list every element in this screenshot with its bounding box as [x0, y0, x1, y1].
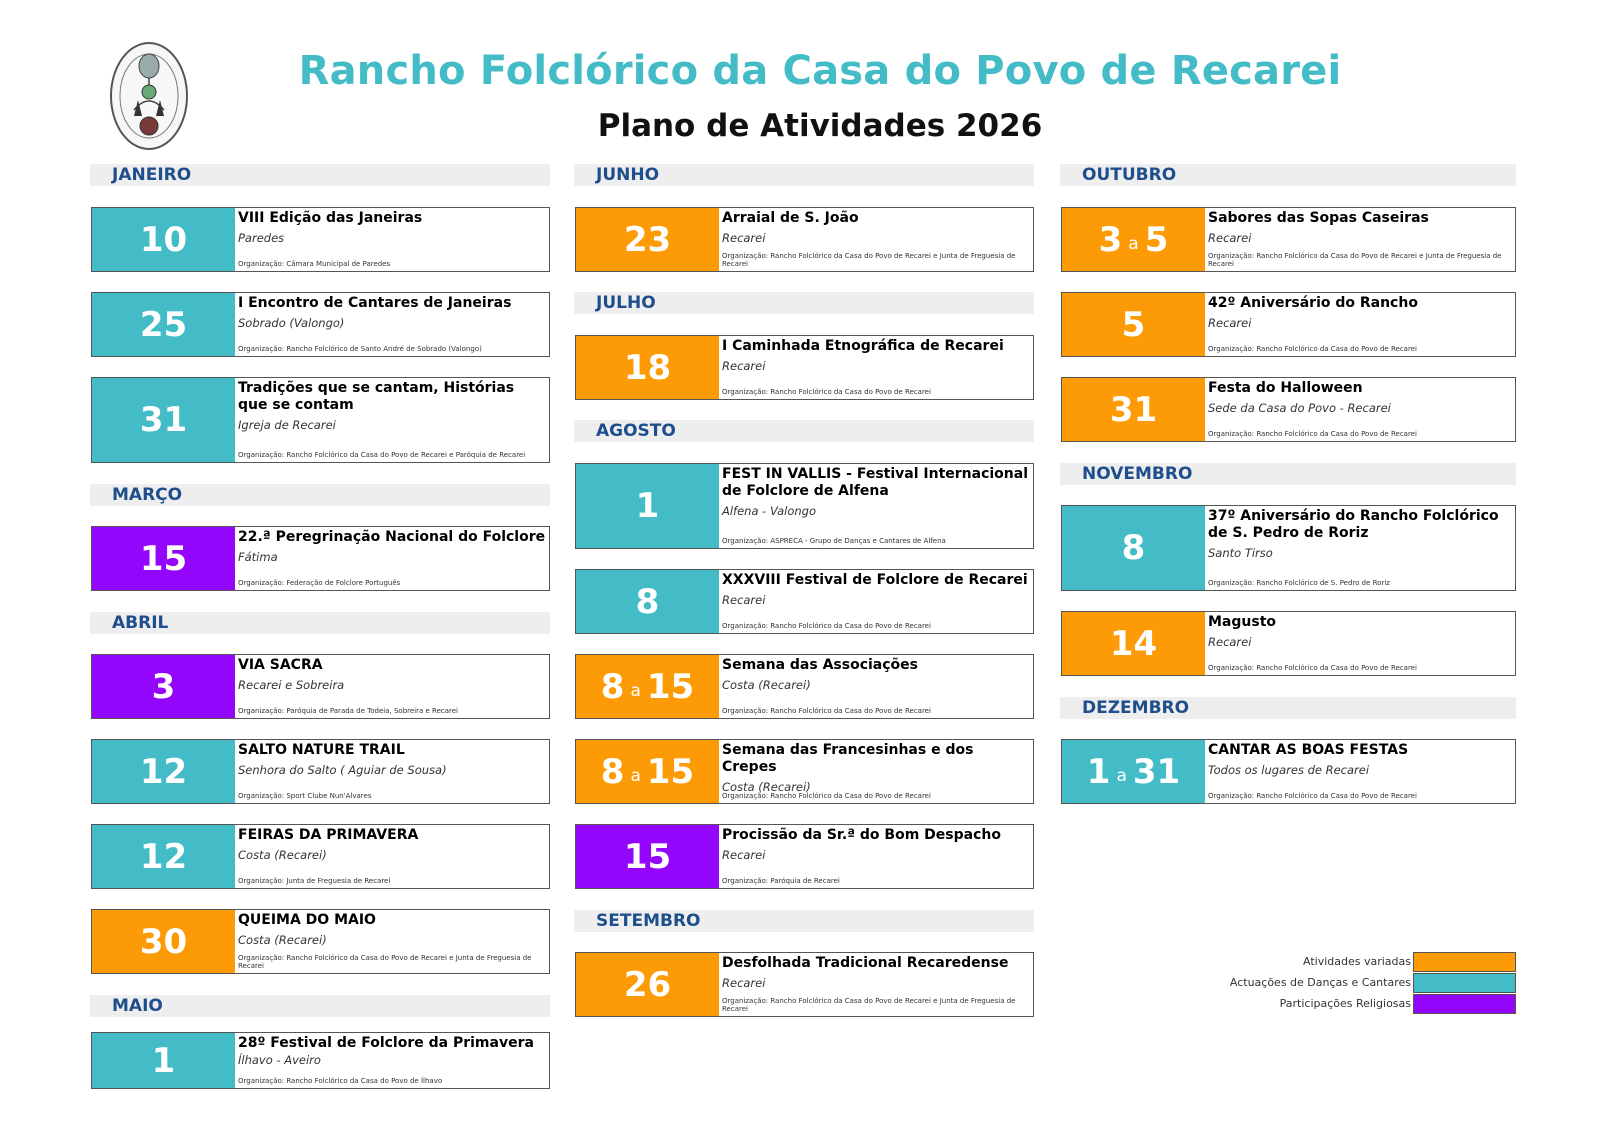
- event-place: Sede da Casa do Povo - Recarei: [1208, 401, 1391, 415]
- month-header-setembro: SETEMBRO: [574, 910, 1034, 932]
- month-header-abril: ABRIL: [90, 612, 550, 634]
- event-title: Magusto: [1208, 614, 1277, 630]
- event-place: Santo Tirso: [1208, 546, 1273, 560]
- event-date: 8: [576, 570, 719, 633]
- event-place: Recarei e Sobreira: [238, 678, 345, 692]
- event-organizer: Organização: Rancho Folclórico da Casa do Povo de Recarei: [1208, 430, 1417, 438]
- event-organizer: Organização: Câmara Municipal de Paredes: [238, 260, 391, 268]
- event-place: Todos os lugares de Recarei: [1208, 763, 1370, 777]
- event-date: 31: [92, 378, 235, 462]
- event-place: Sobrado (Valongo): [238, 316, 345, 330]
- event-card[interactable]: [575, 952, 1034, 1017]
- month-header-novembro: NOVEMBRO: [1060, 463, 1516, 485]
- event-card[interactable]: [91, 292, 550, 357]
- event-title: 28º Festival de Folclore da Primavera: [238, 1035, 534, 1051]
- event-place: Igreja de Recarei: [238, 418, 336, 432]
- event-place: Fátima: [238, 550, 278, 564]
- page-title: Rancho Folclórico da Casa do Povo de Recarei: [298, 48, 1342, 94]
- event-date: 26: [576, 953, 719, 1016]
- event-place: Recarei: [1208, 635, 1252, 649]
- event-date: 10: [92, 208, 235, 271]
- event-card[interactable]: [91, 824, 550, 889]
- event-place: Recarei: [722, 359, 766, 373]
- event-title: VIA SACRA: [238, 657, 323, 673]
- event-place: Senhora do Salto ( Aguiar de Sousa): [238, 763, 447, 777]
- event-title: I Encontro de Cantares de Janeiras: [238, 295, 512, 311]
- event-date: 15: [92, 527, 235, 590]
- event-date: 8 a 15: [576, 655, 719, 718]
- event-card[interactable]: [1061, 611, 1516, 676]
- event-card[interactable]: [575, 463, 1034, 549]
- event-date: 1: [576, 464, 719, 548]
- event-date: 30: [92, 910, 235, 973]
- event-card[interactable]: [1061, 377, 1516, 442]
- event-card[interactable]: [575, 207, 1034, 272]
- event-title: SALTO NATURE TRAIL: [238, 742, 405, 758]
- event-organizer: Organização: Junta de Freguesia de Recarei: [238, 877, 391, 885]
- event-organizer: Organização: Rancho Folclórico de Santo André de Sobrado (Valongo): [238, 345, 482, 353]
- event-card[interactable]: [575, 654, 1034, 719]
- event-organizer: Organização: Rancho Folclórico da Casa do Povo de Recarei e Junta de Freguesia de Recarei: [238, 954, 532, 970]
- event-place: Costa (Recarei): [722, 780, 811, 794]
- event-title: Festa do Halloween: [1208, 380, 1363, 396]
- page-subtitle: Plano de Atividades 2026: [597, 108, 1043, 144]
- legend-swatch: [1413, 952, 1516, 972]
- month-header-dezembro: DEZEMBRO: [1060, 697, 1516, 719]
- event-organizer: Organização: Rancho Folclórico da Casa do Povo de Recarei: [1208, 345, 1417, 353]
- event-organizer: Organização: Rancho Folclórico da Casa do Povo de Recarei: [722, 792, 931, 800]
- event-organizer: Organização: Rancho Folclórico da Casa do Povo de Recarei: [1208, 664, 1417, 672]
- event-date: 8 a 15: [576, 740, 719, 803]
- event-organizer: Organização: Rancho Folclórico da Casa do Povo de Recarei: [722, 388, 931, 396]
- event-place: Recarei: [722, 848, 766, 862]
- event-place: Paredes: [238, 231, 285, 245]
- event-card[interactable]: [575, 739, 1034, 804]
- event-card[interactable]: [91, 654, 550, 719]
- event-organizer: Organização: Federação de Folclore Português: [238, 579, 401, 587]
- legend-swatch: [1413, 994, 1516, 1014]
- event-place: Recarei: [722, 231, 766, 245]
- event-title: Tradições que se cantam, Histórias que se contam: [238, 380, 515, 413]
- event-title: Semana das Francesinhas e dos Crepes: [722, 742, 974, 775]
- event-date: 3 a 5: [1062, 208, 1205, 271]
- event-place: Costa (Recarei): [238, 848, 327, 862]
- month-header-maio: MAIO: [90, 995, 550, 1017]
- event-date: 5: [1062, 293, 1205, 356]
- event-date: 18: [576, 336, 719, 399]
- event-date: 1: [92, 1033, 235, 1088]
- event-title: VIII Edição das Janeiras: [238, 210, 423, 226]
- event-card[interactable]: [1061, 505, 1516, 591]
- event-date: 3: [92, 655, 235, 718]
- event-place: Recarei: [1208, 231, 1252, 245]
- legend-item-religiosas: Participações Religiosas: [1190, 994, 1516, 1014]
- event-date: 14: [1062, 612, 1205, 675]
- event-title: Procissão da Sr.ª do Bom Despacho: [722, 827, 1001, 843]
- event-place: Alfena - Valongo: [722, 504, 817, 518]
- event-organizer: Organização: Rancho Folclórico de S. Pedro de Roriz: [1208, 579, 1390, 587]
- event-card[interactable]: [91, 1032, 550, 1089]
- event-organizer: Organização: Rancho Folclórico da Casa do Povo de Recarei e Junta de Freguesia de Recarei: [722, 252, 1016, 268]
- event-title: Arraial de S. João: [722, 210, 859, 226]
- month-header-outubro: OUTUBRO: [1060, 164, 1516, 186]
- event-title: Semana das Associações: [722, 657, 918, 673]
- month-header-agosto: AGOSTO: [574, 420, 1034, 442]
- event-place: Costa (Recarei): [238, 933, 327, 947]
- event-organizer: Organização: Rancho Folclórico da Casa do Povo de Recarei: [722, 707, 931, 715]
- month-header-janeiro: JANEIRO: [90, 164, 550, 186]
- event-organizer: Organização: Rancho Folclórico da Casa do Povo de Recarei e Junta de Freguesia de Recarei: [722, 997, 1016, 1013]
- event-date: 8: [1062, 506, 1205, 590]
- event-card[interactable]: [91, 909, 550, 974]
- event-date: 12: [92, 825, 235, 888]
- event-date: 1 a 31: [1062, 740, 1205, 803]
- event-card[interactable]: [1061, 292, 1516, 357]
- event-date: 25: [92, 293, 235, 356]
- event-title: 42º Aniversário do Rancho: [1208, 295, 1418, 311]
- event-organizer: Organização: Paróquia de Recarei: [722, 877, 840, 885]
- event-date: 31: [1062, 378, 1205, 441]
- event-organizer: Organização: Sport Clube Nun'Alvares: [238, 792, 372, 800]
- event-organizer: Organização: ASPRECA - Grupo de Danças e Cantares de Alfena: [722, 537, 946, 545]
- event-title: CANTAR AS BOAS FESTAS: [1208, 742, 1409, 758]
- event-title: I Caminhada Etnográfica de Recarei: [722, 338, 1004, 354]
- event-organizer: Organização: Rancho Folclórico da Casa do Povo de Recarei e Paróquia de Recarei: [238, 451, 526, 459]
- event-organizer: Organização: Rancho Folclórico da Casa do Povo de Recarei: [722, 622, 931, 630]
- event-organizer: Organização: Paróquia de Parada de Todeia, Sobreira e Recarei: [238, 707, 459, 715]
- event-title: 37º Aniversário do Rancho Folclórico de S. Pedro de Roriz: [1208, 508, 1499, 541]
- event-card[interactable]: [91, 377, 550, 463]
- month-header-junho: JUNHO: [574, 164, 1034, 186]
- event-card[interactable]: [91, 526, 550, 591]
- event-card[interactable]: [575, 569, 1034, 634]
- event-title: Desfolhada Tradicional Recaredense: [722, 955, 1009, 971]
- event-card[interactable]: [575, 824, 1034, 889]
- event-place: Ílhavo - Aveiro: [238, 1053, 321, 1067]
- event-card[interactable]: [1061, 207, 1516, 272]
- event-card[interactable]: [1061, 739, 1516, 804]
- event-place: Costa (Recarei): [722, 678, 811, 692]
- event-date: 12: [92, 740, 235, 803]
- legend-item-actuacoes: Actuações de Danças e Cantares: [1190, 973, 1516, 993]
- legend-swatch: [1413, 973, 1516, 993]
- month-header-marco: MARÇO: [90, 484, 550, 506]
- event-date: 23: [576, 208, 719, 271]
- event-title: 22.ª Peregrinação Nacional do Folclore: [238, 529, 546, 545]
- event-title: FEST IN VALLIS - Festival Internacional de Folclore de Alfena: [722, 466, 1029, 499]
- event-title: QUEIMA DO MAIO: [238, 912, 376, 928]
- event-organizer: Organização: Rancho Folclórico da Casa do Povo de Recarei: [1208, 792, 1417, 800]
- month-header-julho: JULHO: [574, 292, 1034, 314]
- event-organizer: Organização: Rancho Folclórico da Casa do Povo de Recarei e Junta de Freguesia de Recarei: [1208, 252, 1502, 268]
- event-card[interactable]: [575, 335, 1034, 400]
- legend-item-atividades: Atividades variadas: [1190, 952, 1516, 972]
- event-date: 15: [576, 825, 719, 888]
- event-card[interactable]: [91, 207, 550, 272]
- event-place: Recarei: [722, 976, 766, 990]
- event-organizer: Organização: Rancho Folclórico da Casa do Povo de Ílhavo: [238, 1077, 443, 1085]
- event-title: XXXVIII Festival de Folclore de Recarei: [722, 572, 1028, 588]
- event-card[interactable]: [91, 739, 550, 804]
- event-title: Sabores das Sopas Caseiras: [1208, 210, 1429, 226]
- event-place: Recarei: [1208, 316, 1252, 330]
- event-title: FEIRAS DA PRIMAVERA: [238, 827, 419, 843]
- event-place: Recarei: [722, 593, 766, 607]
